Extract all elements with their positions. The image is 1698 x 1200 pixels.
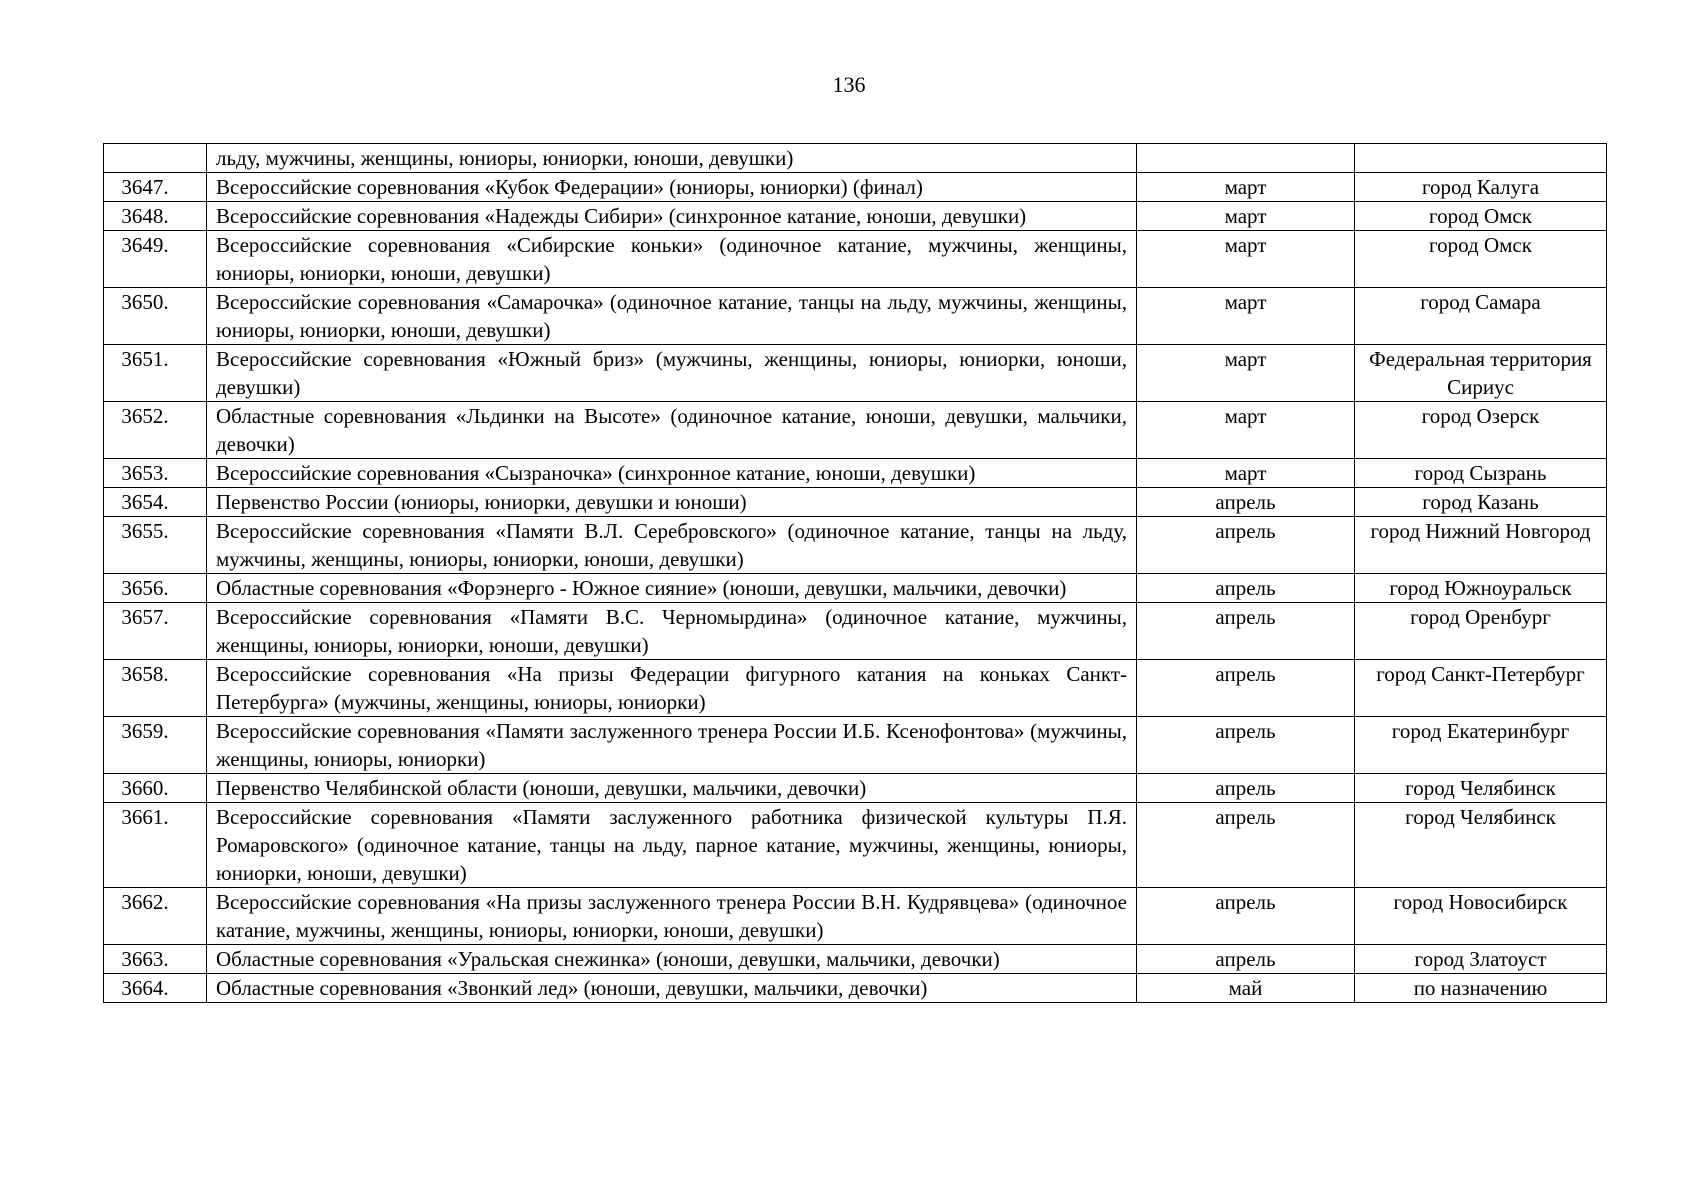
event-month: апрель: [1137, 660, 1355, 717]
event-name: Всероссийские соревнования «Сибирские коньки» (одиночное катание, мужчины, женщины, юниоры, юниорки, юноши, девушки): [207, 231, 1137, 288]
table-row: [104, 202, 1607, 231]
table-body: [104, 144, 1607, 1003]
table-row: [104, 231, 1607, 288]
row-number: 3654.: [104, 488, 207, 517]
event-place: город Екатеринбург: [1355, 717, 1607, 774]
event-place: город Омск: [1355, 231, 1607, 288]
event-month: апрель: [1137, 517, 1355, 574]
table-row: [104, 144, 1607, 173]
event-place: город Санкт-Петербург: [1355, 660, 1607, 717]
row-number: 3657.: [104, 603, 207, 660]
event-name: Всероссийские соревнования «Памяти заслуженного работника физической культуры П.Я. Ромаровского» (одиночное катание, танцы на льду, парное катание, мужчины, женщины, юниоры, юниорки, юноши, девушки): [207, 803, 1137, 888]
event-name: Всероссийские соревнования «Памяти В.Л. Серебровского» (одиночное катание, танцы на льду, мужчины, женщины, юниоры, юниорки, юноши, девушки): [207, 517, 1137, 574]
event-place: по назначению: [1355, 974, 1607, 1003]
table-row: [104, 488, 1607, 517]
event-month: март: [1137, 345, 1355, 402]
event-name: Всероссийские соревнования «Памяти В.С. Черномырдина» (одиночное катание, мужчины, женщины, юниоры, юниорки, юноши, девушки): [207, 603, 1137, 660]
event-month: [1137, 144, 1355, 173]
event-name: Первенство Челябинской области (юноши, девушки, мальчики, девочки): [207, 774, 1137, 803]
event-month: март: [1137, 173, 1355, 202]
event-place: [1355, 144, 1607, 173]
row-number: 3662.: [104, 888, 207, 945]
events-table: [103, 143, 1607, 1003]
table-row: [104, 945, 1607, 974]
event-place: город Челябинск: [1355, 774, 1607, 803]
row-number: 3655.: [104, 517, 207, 574]
event-name: Областные соревнования «Форэнерго - Южное сияние» (юноши, девушки, мальчики, девочки): [207, 574, 1137, 603]
event-name: Всероссийские соревнования «Памяти заслуженного тренера России И.Б. Ксенофонтова» (мужчины, женщины, юниоры, юниорки): [207, 717, 1137, 774]
event-name: Всероссийские соревнования «Надежды Сибири» (синхронное катание, юноши, девушки): [207, 202, 1137, 231]
row-number: 3649.: [104, 231, 207, 288]
event-month: апрель: [1137, 603, 1355, 660]
row-number: 3660.: [104, 774, 207, 803]
event-name: Областные соревнования «Звонкий лед» (юноши, девушки, мальчики, девочки): [207, 974, 1137, 1003]
row-number: 3661.: [104, 803, 207, 888]
event-place: город Златоуст: [1355, 945, 1607, 974]
row-number: 3647.: [104, 173, 207, 202]
table-row: [104, 717, 1607, 774]
event-name: Всероссийские соревнования «На призы заслуженного тренера России В.Н. Кудрявцева» (одиночное катание, мужчины, женщины, юниоры, юниорки, юноши, девушки): [207, 888, 1137, 945]
page-number: 136: [832, 72, 866, 97]
event-month: март: [1137, 202, 1355, 231]
event-month: май: [1137, 974, 1355, 1003]
event-month: апрель: [1137, 945, 1355, 974]
row-number: 3653.: [104, 459, 207, 488]
table-row: [104, 603, 1607, 660]
event-place: город Новосибирск: [1355, 888, 1607, 945]
table-row: [104, 660, 1607, 717]
event-place: город Омск: [1355, 202, 1607, 231]
row-number: 3652.: [104, 402, 207, 459]
event-month: апрель: [1137, 774, 1355, 803]
event-month: март: [1137, 288, 1355, 345]
event-name: Областные соревнования «Уральская снежинка» (юноши, девушки, мальчики, девочки): [207, 945, 1137, 974]
event-month: апрель: [1137, 803, 1355, 888]
event-place: город Озерск: [1355, 402, 1607, 459]
row-number: 3658.: [104, 660, 207, 717]
event-month: март: [1137, 231, 1355, 288]
table-row: [104, 774, 1607, 803]
event-name: Всероссийские соревнования «Сызраночка» (синхронное катание, юноши, девушки): [207, 459, 1137, 488]
table-row: [104, 888, 1607, 945]
event-name: Всероссийские соревнования «На призы Федерации фигурного катания на коньках Санкт-Петербурга» (мужчины, женщины, юниоры, юниорки): [207, 660, 1137, 717]
row-number: 3659.: [104, 717, 207, 774]
event-place: город Нижний Новгород: [1355, 517, 1607, 574]
event-place: город Южноуральск: [1355, 574, 1607, 603]
event-place: город Оренбург: [1355, 603, 1607, 660]
table-row: [104, 974, 1607, 1003]
event-name: Всероссийские соревнования «Кубок Федерации» (юниоры, юниорки) (финал): [207, 173, 1137, 202]
table-row: [104, 459, 1607, 488]
event-place: город Калуга: [1355, 173, 1607, 202]
row-number: 3651.: [104, 345, 207, 402]
event-name: Первенство России (юниоры, юниорки, девушки и юноши): [207, 488, 1137, 517]
event-month: апрель: [1137, 888, 1355, 945]
row-number: 3648.: [104, 202, 207, 231]
table-row: [104, 803, 1607, 888]
event-name: Областные соревнования «Льдинки на Высоте» (одиночное катание, юноши, девушки, мальчики, девочки): [207, 402, 1137, 459]
event-month: апрель: [1137, 488, 1355, 517]
event-place: Федеральная территория Сириус: [1355, 345, 1607, 402]
table-row: [104, 345, 1607, 402]
table-row: [104, 173, 1607, 202]
table-row: [104, 517, 1607, 574]
event-month: апрель: [1137, 574, 1355, 603]
event-place: город Самара: [1355, 288, 1607, 345]
event-place: город Челябинск: [1355, 803, 1607, 888]
table-row: [104, 288, 1607, 345]
event-place: город Сызрань: [1355, 459, 1607, 488]
table-row: [104, 402, 1607, 459]
event-name: льду, мужчины, женщины, юниоры, юниорки, юноши, девушки): [207, 144, 1137, 173]
event-name: Всероссийские соревнования «Южный бриз» (мужчины, женщины, юниоры, юниорки, юноши, девушки): [207, 345, 1137, 402]
table-row: [104, 574, 1607, 603]
row-number: [104, 144, 207, 173]
row-number: 3664.: [104, 974, 207, 1003]
row-number: 3656.: [104, 574, 207, 603]
event-month: март: [1137, 402, 1355, 459]
event-month: март: [1137, 459, 1355, 488]
event-place: город Казань: [1355, 488, 1607, 517]
event-name: Всероссийские соревнования «Самарочка» (одиночное катание, танцы на льду, мужчины, женщины, юниоры, юниорки, юноши, девушки): [207, 288, 1137, 345]
row-number: 3650.: [104, 288, 207, 345]
event-month: апрель: [1137, 717, 1355, 774]
row-number: 3663.: [104, 945, 207, 974]
